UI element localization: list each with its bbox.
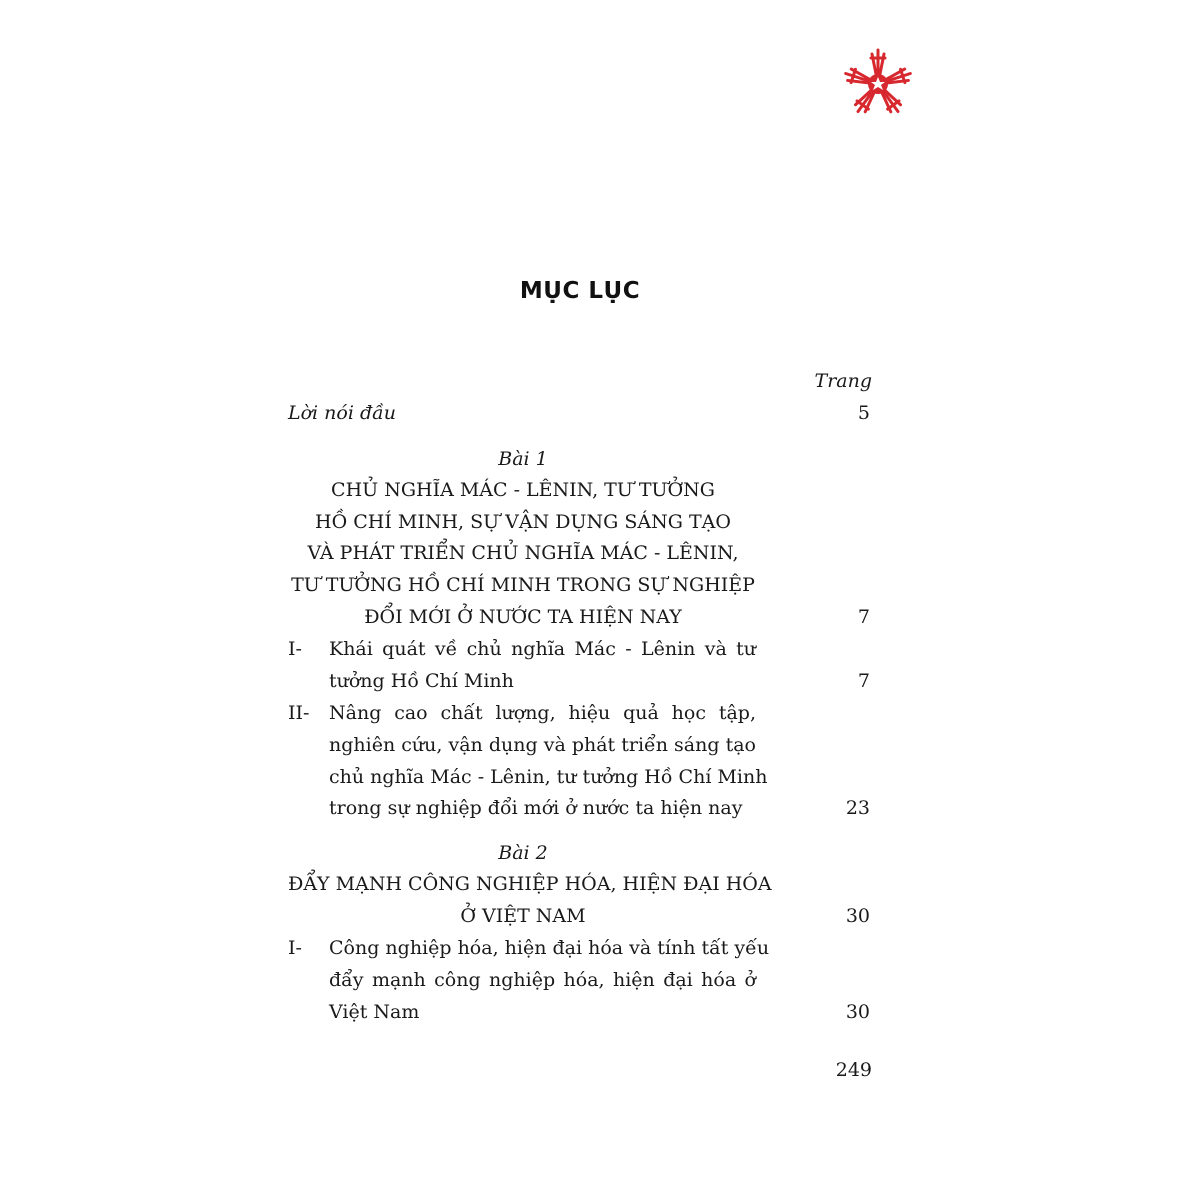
toc-page-number: 7 [857,606,870,628]
lesson-title-line: ĐỔI MỚI Ở NƯỚC TA HIỆN NAY [364,606,682,628]
toc-page-number: 23 [845,797,870,819]
red-star-emblem-icon [838,44,918,124]
page-column-label: Trang [814,370,872,392]
section-line: Khái quát về chủ nghĩa Mác - Lênin và tư [329,638,756,660]
section-line: trong sự nghiệp đổi mới ở nước ta hiện nay [329,797,743,819]
section-line: Công nghiệp hóa, hiện đại hóa và tính tất yếu [329,937,770,959]
section-line: đẩy mạnh công nghiệp hóa, hiện đại hóa ở [329,969,756,991]
section-line: tưởng Hồ Chí Minh [329,670,514,692]
lesson-title-line: ĐẨY MẠNH CÔNG NGHIỆP HÓA, HIỆN ĐẠI HÓA [288,873,772,895]
page-title: MỤC LỤC [519,278,641,304]
section-line: chủ nghĩa Mác - Lênin, tư tưởng Hồ Chí Minh [329,766,768,788]
section-number: I- [288,638,302,660]
section-line: Việt Nam [329,1001,420,1023]
section-number: I- [288,937,302,959]
lesson-heading: Bài 2 [498,842,548,864]
lesson-title-line: HỒ CHÍ MINH, SỰ VẬN DỤNG SÁNG TẠO [315,511,731,533]
toc-entry-intro: Lời nói đầu [288,402,397,424]
lesson-title-line: TƯ TƯỞNG HỒ CHÍ MINH TRONG SỰ NGHIỆP [291,574,755,596]
lesson-title-line: Ở VIỆT NAM [460,905,586,927]
lesson-title-line: CHỦ NGHĨA MÁC - LÊNIN, TƯ TƯỞNG [331,479,715,501]
toc-page-number: 30 [845,905,870,927]
toc-page-number: 30 [845,1001,870,1023]
section-number: II- [288,702,310,724]
page-number: 249 [835,1059,872,1081]
lesson-title-line: VÀ PHÁT TRIỂN CHỦ NGHĨA MÁC - LÊNIN, [307,542,739,564]
toc-page-intro: 5 [857,402,870,424]
section-line: Nâng cao chất lượng, hiệu quả học tập, [329,702,756,724]
lesson-heading: Bài 1 [498,448,548,470]
toc-page-number: 7 [857,670,870,692]
section-line: nghiên cứu, vận dụng và phát triển sáng tạo [329,734,756,756]
